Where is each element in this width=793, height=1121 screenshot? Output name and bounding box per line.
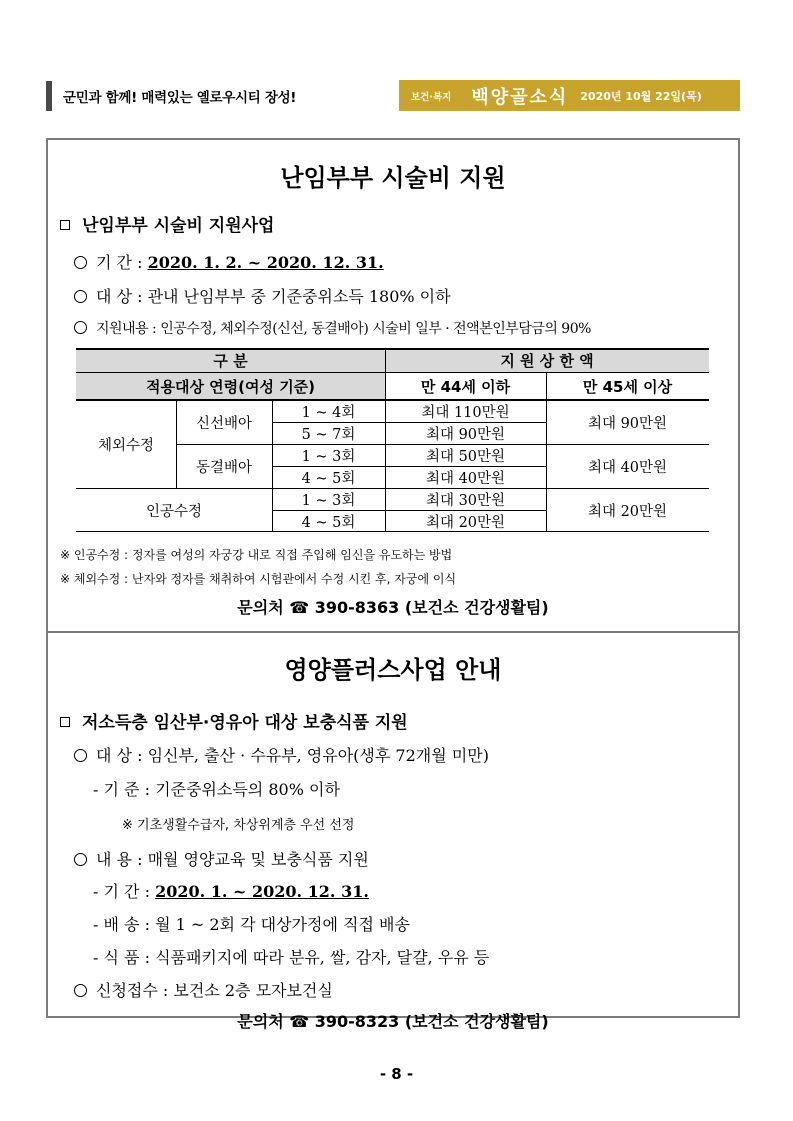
section-title: 난임부부 시술비 지원	[280, 164, 506, 192]
table-header-under44: 만 44세 이하	[385, 372, 546, 400]
table-row-under44: 최대 90만원	[425, 426, 506, 443]
section-subtitle: 저소득층 임산부·영유아 대상 보충식품 지원	[60, 708, 408, 733]
priority-note: ※ 기초생활수급자, 차상위계층 우선 선정	[122, 818, 355, 833]
circle-bullet-icon	[74, 853, 87, 866]
over45-fresh-value: 최대 90만원	[587, 415, 668, 432]
section-subtitle: 난임부부 시술비 지원사업	[60, 211, 274, 236]
circle-bullet-icon	[74, 256, 87, 269]
content-value: 매월 영양교육 및 보충식품 지원	[147, 850, 369, 869]
food-line: - 식 품 : 식품패키지에 따라 분유, 쌀, 감자, 달걀, 우유 등	[93, 948, 490, 967]
table-header-over45: 만 45세 이상	[546, 372, 709, 400]
table-rule	[76, 531, 709, 532]
frozen-embryo-label: 동결배아	[195, 459, 253, 476]
note-iui: ※ 인공수정 : 정자를 여성의 자궁강 내로 직접 주입해 임신을 유도하는 방법	[60, 548, 453, 562]
newsletter-title: 백양골소식	[471, 86, 569, 108]
table-row-count: 1 ~ 3회	[301, 492, 356, 509]
ivf-label: 체외수정	[97, 437, 155, 454]
issue-date: 2020년 10월 22일(목)	[580, 89, 702, 103]
table-row-count: 5 ~ 7회	[301, 426, 356, 443]
table-row-under44: 최대 20만원	[425, 514, 506, 531]
table-rule	[385, 348, 386, 532]
support-limit-table	[76, 348, 709, 532]
table-row-count: 1 ~ 3회	[301, 448, 356, 465]
period-line: 기 간 : 2020. 1. 2. ~ 2020. 12. 31.	[74, 250, 384, 273]
apply-value: 보건소 2층 모자보건실	[173, 981, 333, 1000]
target-line: 대 상 : 임신부, 출산 · 수유부, 영유아(생후 72개월 미만)	[74, 743, 489, 766]
table-rule	[76, 372, 709, 373]
table-rule	[272, 422, 546, 423]
table-rule	[176, 400, 177, 488]
iui-label: 인공수정	[145, 503, 203, 520]
table-rule	[176, 444, 709, 445]
contact-info: 문의처 ☎ 390-8323 (보건소 건강생활팀)	[237, 1012, 549, 1031]
table-header-category: 구 분	[76, 348, 385, 372]
circle-bullet-icon	[74, 984, 87, 997]
target-value: 임신부, 출산 · 수유부, 영유아(생후 72개월 미만)	[147, 746, 489, 765]
apply-line: 신청접수 : 보건소 2층 모자보건실	[74, 978, 333, 1001]
table-rule	[76, 488, 709, 489]
period-value: 2020. 1. ~ 2020. 12. 31.	[155, 882, 369, 901]
table-rule	[546, 372, 547, 532]
table-rule	[76, 348, 709, 350]
circle-bullet-icon	[74, 321, 87, 334]
table-rule	[76, 399, 709, 401]
delivery-value: 월 1 ~ 2회 각 대상가정에 직접 배송	[155, 915, 410, 934]
support-line: 지원내용 : 인공수정, 체외수정(신선, 동결배아) 시술비 일부 · 전액본인부담금의 90%	[74, 318, 591, 338]
target-line: 대 상 : 관내 난임부부 중 기준중위소득 180% 이하	[74, 284, 451, 307]
table-rule	[272, 510, 546, 511]
delivery-line: - 배 송 : 월 1 ~ 2회 각 대상가정에 직접 배송	[93, 915, 410, 934]
table-row-under44: 최대 50만원	[425, 448, 506, 465]
table-header-age: 적용대상 연령(여성 기준)	[76, 372, 385, 400]
header-category: 보건·복지	[411, 91, 452, 103]
over45-frozen-value: 최대 40만원	[587, 459, 668, 476]
content-line: 내 용 : 매월 영양교육 및 보충식품 지원	[74, 847, 369, 870]
infertility-support-section	[46, 138, 740, 633]
table-row-count: 1 ~ 4회	[301, 404, 356, 421]
period-value: 2020. 1. 2. ~ 2020. 12. 31.	[147, 253, 384, 272]
table-rule	[272, 466, 546, 467]
note-ivf: ※ 체외수정 : 난자와 정자를 채취하여 시험관에서 수정 시킨 후, 자궁에 이식	[60, 572, 457, 586]
table-header-limit: 지 원 상 한 액	[385, 348, 709, 372]
table-row-count: 4 ~ 5회	[301, 514, 356, 531]
header-slogan: 군민과 함께! 매력있는 옐로우시티 장성!	[63, 90, 297, 106]
header-banner	[399, 80, 740, 111]
over45-iui-value: 최대 20만원	[587, 503, 668, 520]
table-rule	[272, 400, 273, 532]
criteria-value: 기준중위소득의 80% 이하	[155, 780, 340, 799]
table-row-under44: 최대 40만원	[425, 470, 506, 487]
square-bullet-icon	[60, 220, 70, 230]
table-row-under44: 최대 110만원	[421, 404, 510, 421]
page-number: - 8 -	[379, 1065, 414, 1083]
table-row-under44: 최대 30만원	[425, 492, 506, 509]
criteria-line: - 기 준 : 기준중위소득의 80% 이하	[93, 780, 340, 799]
contact-info: 문의처 ☎ 390-8363 (보건소 건강생활팀)	[237, 598, 549, 617]
food-value: 식품패키지에 따라 분유, 쌀, 감자, 달걀, 우유 등	[155, 948, 490, 967]
support-value: 인공수정, 체외수정(신선, 동결배아) 시술비 일부 · 전액본인부담금의 90%	[160, 321, 591, 337]
period-line: - 기 간 : 2020. 1. ~ 2020. 12. 31.	[93, 882, 369, 901]
header-accent-bar	[46, 81, 52, 111]
target-value: 관내 난임부부 중 기준중위소득 180% 이하	[147, 287, 451, 306]
table-row-count: 4 ~ 5회	[301, 470, 356, 487]
circle-bullet-icon	[74, 290, 87, 303]
square-bullet-icon	[60, 717, 70, 727]
circle-bullet-icon	[74, 749, 87, 762]
nutrition-plus-section	[46, 631, 740, 1031]
fresh-embryo-label: 신선배아	[195, 415, 253, 432]
section-title: 영양플러스사업 안내	[284, 656, 502, 684]
